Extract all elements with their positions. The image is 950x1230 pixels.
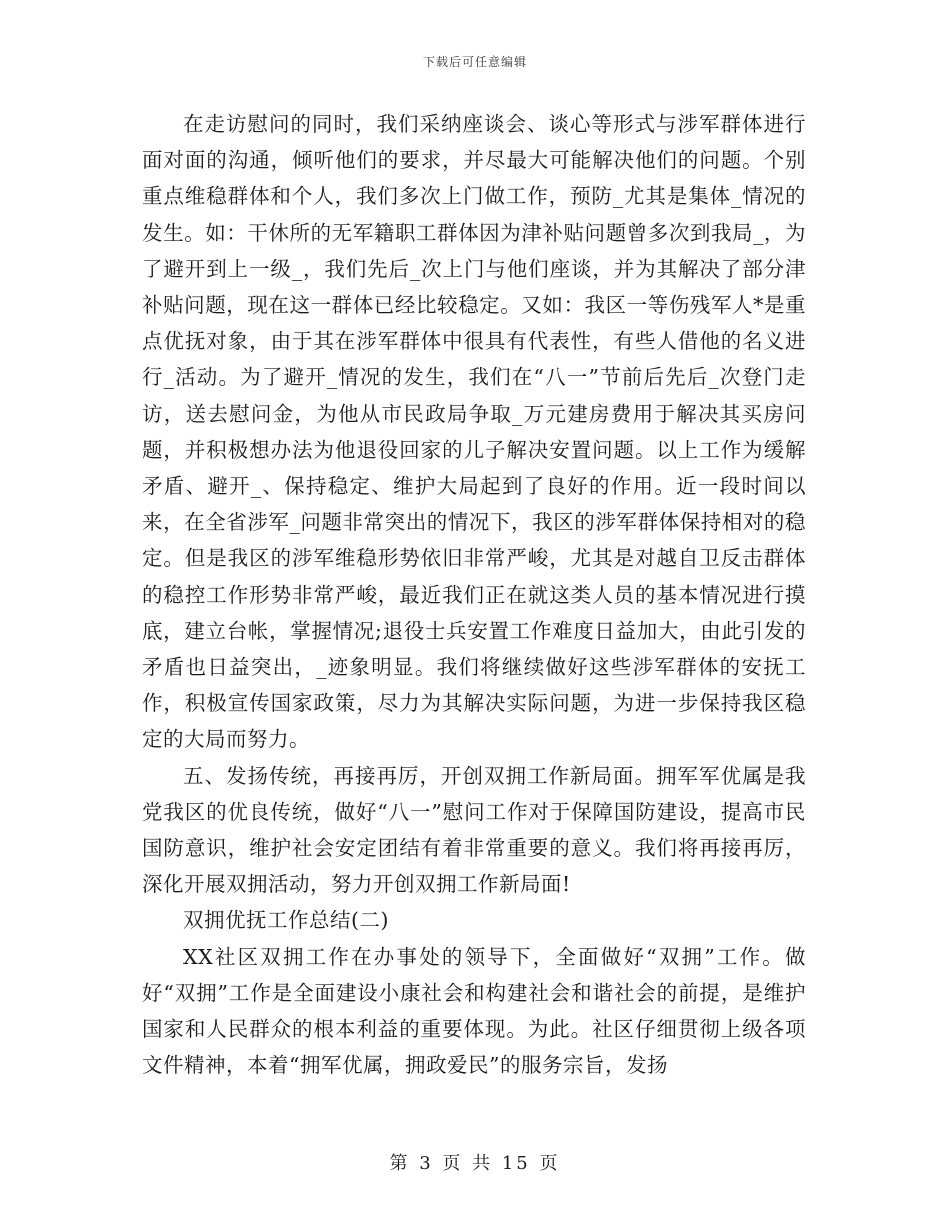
paragraph-community: XX社区双拥工作在办事处的领导下，全面做好“双拥”工作。做好“双拥”工作是全面建设小康社会和构建社会和谐社会的前提，是维护国家和人民群众的根本利益的重要体现。为此。社区仔细贯彻上级各项文件精神，本着“拥军优属，拥政爱民”的服务宗旨，发扬 [142,944,806,1078]
paragraph-visits: 在走访慰问的同时，我们采纳座谈会、谈心等形式与涉军群体进行面对面的沟通，倾听他们的要求，并尽最大可能解决他们的问题。个别重点维稳群体和个人，我们多次上门做工作，预防_尤其是集体_情况的发生。如：干休所的无军籍职工群体因为津补贴问题曾多次到我局_，为了避开到上一级_，我们先后_次上门与他们座谈，并为其解决了部分津补贴问题，现在这一群体已经比较稳定。又如：我区一等伤残军人*是重点优抚对象，由于其在涉军群体中很具有代表性，有些人借他的名义进行_活动。为了避开_情况的发生，我们在“八一”节前后先后_次登门走访，送去慰问金，为他从市民政局争取_万元建房费用于解决其买房问题，并积极想办法为他退役回家的儿子解决安置问题。以上工作为缓解矛盾、避开_、保持稳定、维护大局起到了良好的作用。近一段时间以来，在全省涉军_问题非常突出的情况下，我区的涉军群体保持相对的稳定。但是我区的涉军维稳形势依旧非常严峻，尤其是对越自卫反击群体的稳控工作形势非常严峻，最近我们正在就这类人员的基本情况进行摸底，建立台帐，掌握情况;退役士兵安置工作难度日益加大，由此引发的矛盾也日益突出，_迹象明显。我们将继续做好这些涉军群体的安抚工作，积极宣传国家政策，尽力为其解决实际问题，为进一步保持我区稳定的大局而努力。 [142,112,806,752]
paragraph-section-five: 五、发扬传统，再接再厉，开创双拥工作新局面。拥军军优属是我党我区的优良传统，做好“八一”慰问工作对于保障国防建设，提高市民国防意识，维护社会安定团结有着非常重要的意义。我们将再接再厉，深化开展双拥活动，努力开创双拥工作新局面! [142,763,806,897]
page-header: 下载后可任意编辑 [422,55,527,69]
document-body [142,106,806,1083]
page-number: 第 3 页 共 15 页 [389,1153,561,1174]
section-heading: 双拥优抚工作总结(二) [183,908,389,933]
